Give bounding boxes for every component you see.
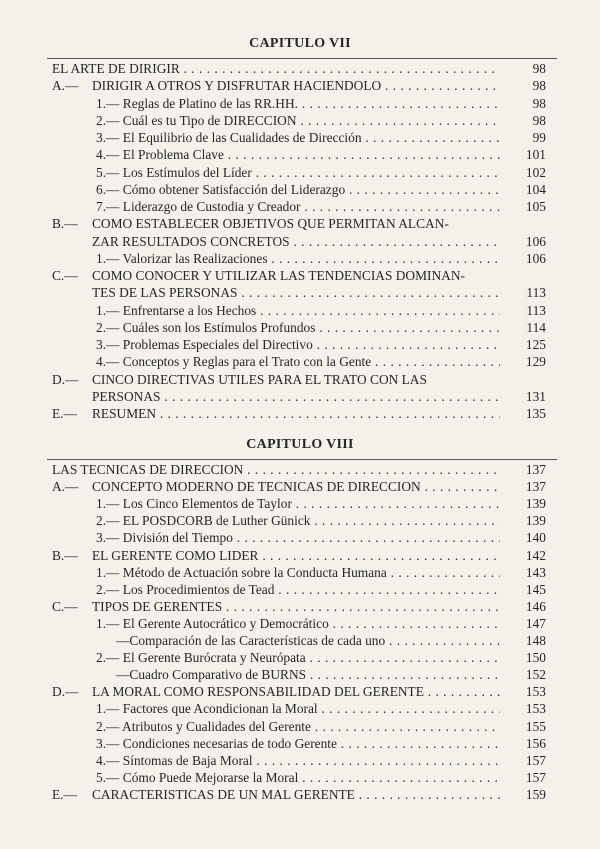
page-number: 105 (525, 199, 546, 214)
page-number: 131 (525, 388, 546, 404)
entry-title: CINCO DIRECTIVAS UTILES PARA EL TRATO CON LAS (92, 371, 427, 387)
toc-entry-3-problemas-especiales-del-directivo (0, 336, 600, 353)
page-number: 140 (525, 530, 546, 546)
toc-entry-cinco-directivas-utiles-para-el-trato-co (0, 371, 600, 388)
page-number: 114 (526, 319, 546, 335)
section-letter: E.— (52, 406, 77, 421)
page-number: 98 (532, 95, 546, 111)
page-number: 137 (525, 462, 546, 477)
page-number: 102 (525, 164, 546, 180)
entry-title: 4.— Síntomas de Baja Moral . . . (96, 752, 500, 769)
entry-title: —Comparación de las Características de cada uno . . . (116, 632, 500, 649)
toc-entry-2-el-gerente-burocrata-y-neuropata (0, 649, 600, 666)
toc-entry-la-moral-como-responsabilidad-del-gerent (0, 683, 600, 700)
toc-entry-1-reglas-de-platino-de-las-rr-hh (0, 95, 600, 112)
page-number: 101 (525, 147, 546, 163)
toc-entry-4-sintomas-de-baja-moral (0, 752, 600, 769)
toc-entry-2-cuales-son-los-estimulos-profundos (0, 319, 600, 336)
entry-title: LA MORAL COMO RESPONSABILIDAD DEL GERENTE . . . (92, 683, 500, 700)
toc-entry-5-como-puede-mejorarse-la-moral (0, 769, 600, 786)
page-number: 104 (525, 181, 546, 197)
section-letter: B.— (52, 547, 78, 563)
entry-title: PERSONAS . . . (92, 388, 500, 405)
page-number: 142 (525, 547, 546, 563)
entry-title: 7.— Liderazgo de Custodia y Creador . . . (96, 198, 500, 215)
toc-entry-concepto-moderno-de-tecnicas-de-direccio (0, 478, 600, 495)
entry-title: 2.— El Gerente Burócrata y Neurópata . . . (96, 649, 500, 666)
toc-entry-4-el-problema-clave (0, 146, 600, 163)
entry-title: CARACTERISTICAS DE UN MAL GERENTE . . . (92, 786, 500, 803)
entry-title: 2.— Cuál es tu Tipo de DIRECCION . . . (96, 112, 500, 129)
toc-entry-cuadro-comparativo-de-burns (0, 666, 600, 683)
entry-title: 1.— Método de Actuación sobre la Conducta Humana . . . (96, 564, 500, 581)
page-number: 98 (532, 112, 546, 128)
page-number: 129 (525, 354, 546, 370)
toc-entry-tes-de-las-personas (0, 284, 600, 301)
toc-entry-como-establecer-objetivos-que-permitan-a (0, 215, 600, 232)
entry-title: 4.— Conceptos y Reglas para el Trato con la Gente . . . (96, 353, 500, 370)
entry-title: 5.— Los Estímulos del Líder . . . (96, 164, 500, 181)
page-number: 159 (525, 786, 546, 802)
chapter-title: CAPITULO VIII (246, 437, 354, 452)
page-number: 98 (532, 61, 546, 76)
entry-title: COMO ESTABLECER OBJETIVOS QUE PERMITAN ALCAN- (92, 216, 449, 232)
section-letter: E.— (52, 786, 77, 802)
toc-entry-2-los-procedimientos-de-tead (0, 581, 600, 598)
page-number: 157 (525, 769, 546, 785)
page-number: 155 (525, 718, 546, 734)
toc-entry-5-los-estimulos-del-lider (0, 164, 600, 181)
entry-title: 3.— Problemas Especiales del Directivo . . . (96, 336, 500, 353)
page-number: 157 (525, 752, 546, 768)
toc-entry-1-valorizar-las-realizaciones (0, 250, 600, 267)
page-number: 106 (525, 250, 546, 266)
entry-title: ZAR RESULTADOS CONCRETOS . . . (92, 233, 500, 250)
toc-entry-comparacion-de-las-caracteristicas-de-ca (0, 632, 600, 649)
toc-entry-3-condiciones-necesarias-de-todo-gerente (0, 735, 600, 752)
page-number: 139 (525, 513, 546, 529)
toc-entry-caracteristicas-de-un-mal-gerente (0, 786, 600, 803)
page-number: 150 (525, 650, 546, 666)
toc-entry-el-arte-de-dirigir (0, 60, 600, 77)
page-number: 148 (525, 633, 546, 648)
section-letter: A.— (52, 479, 79, 495)
toc-entry-3-el-equilibrio-de-las-cualidades-de-dir (0, 129, 600, 146)
page-number: 146 (525, 598, 546, 614)
entry-title: 2.— Los Procedimientos de Tead . . . (96, 581, 500, 598)
toc-entry-3-division-del-tiempo (0, 529, 600, 546)
page-number: 135 (525, 406, 546, 421)
section-letter: B.— (52, 216, 78, 232)
entry-title: 2.— Atributos y Cualidades del Gerente . . . (96, 718, 500, 735)
entry-title: 1.— El Gerente Autocrático y Democrático . . . (96, 615, 500, 632)
entry-title: TIPOS DE GERENTES . . . (92, 598, 500, 615)
toc-entry-7-liderazgo-de-custodia-y-creador (0, 198, 600, 215)
toc-entry-como-conocer-y-utilizar-las-tendencias-d (0, 267, 600, 284)
entry-title: 6.— Cómo obtener Satisfacción del Liderazgo . . . (96, 181, 500, 198)
toc-entry-6-como-obtener-satisfaccion-del-liderazg (0, 181, 600, 198)
entry-title: DIRIGIR A OTROS Y DISFRUTAR HACIENDOLO . . . (92, 77, 500, 94)
toc-entry-dirigir-a-otros-y-disfrutar-haciendolo (0, 77, 600, 94)
entry-title: EL ARTE DE DIRIGIR . . . (52, 60, 500, 77)
toc-entry-las-tecnicas-de-direccion (0, 461, 600, 478)
section-letter: C.— (52, 268, 78, 283)
entry-title: 4.— El Problema Clave . . . (96, 146, 500, 163)
entry-title: RESUMEN . . . (92, 405, 500, 422)
toc-entry-1-metodo-de-actuacion-sobre-la-conducta- (0, 564, 600, 581)
entry-title: 5.— Cómo Puede Mejorarse la Moral . . . (96, 769, 500, 786)
page-number: 153 (525, 701, 546, 717)
toc-entry-2-el-posdcorb-de-luther-gunick (0, 512, 600, 529)
entry-title: 2.— Cuáles son los Estímulos Profundos . . . (96, 319, 500, 336)
section-letter: C.— (52, 598, 78, 614)
entry-title: 1.— Valorizar las Realizaciones . . . (96, 250, 500, 267)
toc-entry-resumen (0, 405, 600, 422)
page-number: 106 (525, 233, 546, 249)
section-letter: D.— (52, 684, 79, 700)
page-number: 147 (525, 615, 546, 631)
entry-title: EL GERENTE COMO LIDER . . . (92, 547, 500, 564)
section-letter: D.— (52, 371, 79, 387)
page-number: 153 (525, 684, 546, 700)
toc-entry-el-gerente-como-lider (0, 547, 600, 564)
chapter-title: CAPITULO VII (249, 36, 351, 51)
toc-entry-1-el-gerente-autocratico-y-democratico (0, 615, 600, 632)
entry-title: —Cuadro Comparativo de BURNS . . . (116, 666, 500, 683)
toc-entry-zar-resultados-concretos (0, 233, 600, 250)
page-number: 113 (526, 302, 546, 318)
entry-title: COMO CONOCER Y UTILIZAR LAS TENDENCIAS DOMINAN- (92, 268, 465, 283)
entry-title: LAS TECNICAS DE DIRECCION . . . (52, 461, 500, 478)
entry-title: TES DE LAS PERSONAS . . . (92, 284, 500, 301)
toc-entry-1-factores-que-acondicionan-la-moral (0, 700, 600, 717)
page-number: 113 (526, 285, 546, 301)
entry-title: 1.— Los Cinco Elementos de Taylor . . . (96, 495, 500, 512)
toc-entry-2-atributos-y-cualidades-del-gerente (0, 718, 600, 735)
page-number: 125 (525, 337, 546, 352)
entry-title: 3.— Condiciones necesarias de todo Gerente . . . (96, 735, 500, 752)
page-number: 98 (532, 78, 546, 94)
page-number: 139 (525, 496, 546, 512)
entry-title: 3.— División del Tiempo . . . (96, 529, 500, 546)
entry-title: 1.— Enfrentarse a los Hechos . . . (96, 302, 500, 319)
entry-title: 1.— Reglas de Platino de las RR.HH. . . . (96, 95, 500, 112)
page-number: 145 (525, 581, 546, 597)
toc-entry-personas (0, 388, 600, 405)
toc-entry-2-cual-es-tu-tipo-de-direccion (0, 112, 600, 129)
entry-title: CONCEPTO MODERNO DE TECNICAS DE DIRECCION . . . (92, 478, 500, 495)
section-letter: A.— (52, 78, 79, 94)
toc-entry-tipos-de-gerentes (0, 598, 600, 615)
toc-entry-4-conceptos-y-reglas-para-el-trato-con-l (0, 353, 600, 370)
page-number: 99 (532, 130, 546, 145)
entry-title: 3.— El Equilibrio de las Cualidades de Dirección . . . (96, 129, 500, 146)
toc-entry-1-los-cinco-elementos-de-taylor (0, 495, 600, 512)
page-number: 143 (525, 564, 546, 580)
entry-title: 1.— Factores que Acondicionan la Moral . . . (96, 700, 500, 717)
section-divider (47, 58, 557, 59)
page-number: 137 (525, 479, 546, 495)
toc-entry-1-enfrentarse-a-los-hechos (0, 302, 600, 319)
page-number: 156 (525, 735, 546, 751)
entry-title: 2.— EL POSDCORB de Luther Günick . . . (96, 512, 500, 529)
section-divider (47, 459, 557, 460)
page-number: 152 (525, 667, 546, 683)
